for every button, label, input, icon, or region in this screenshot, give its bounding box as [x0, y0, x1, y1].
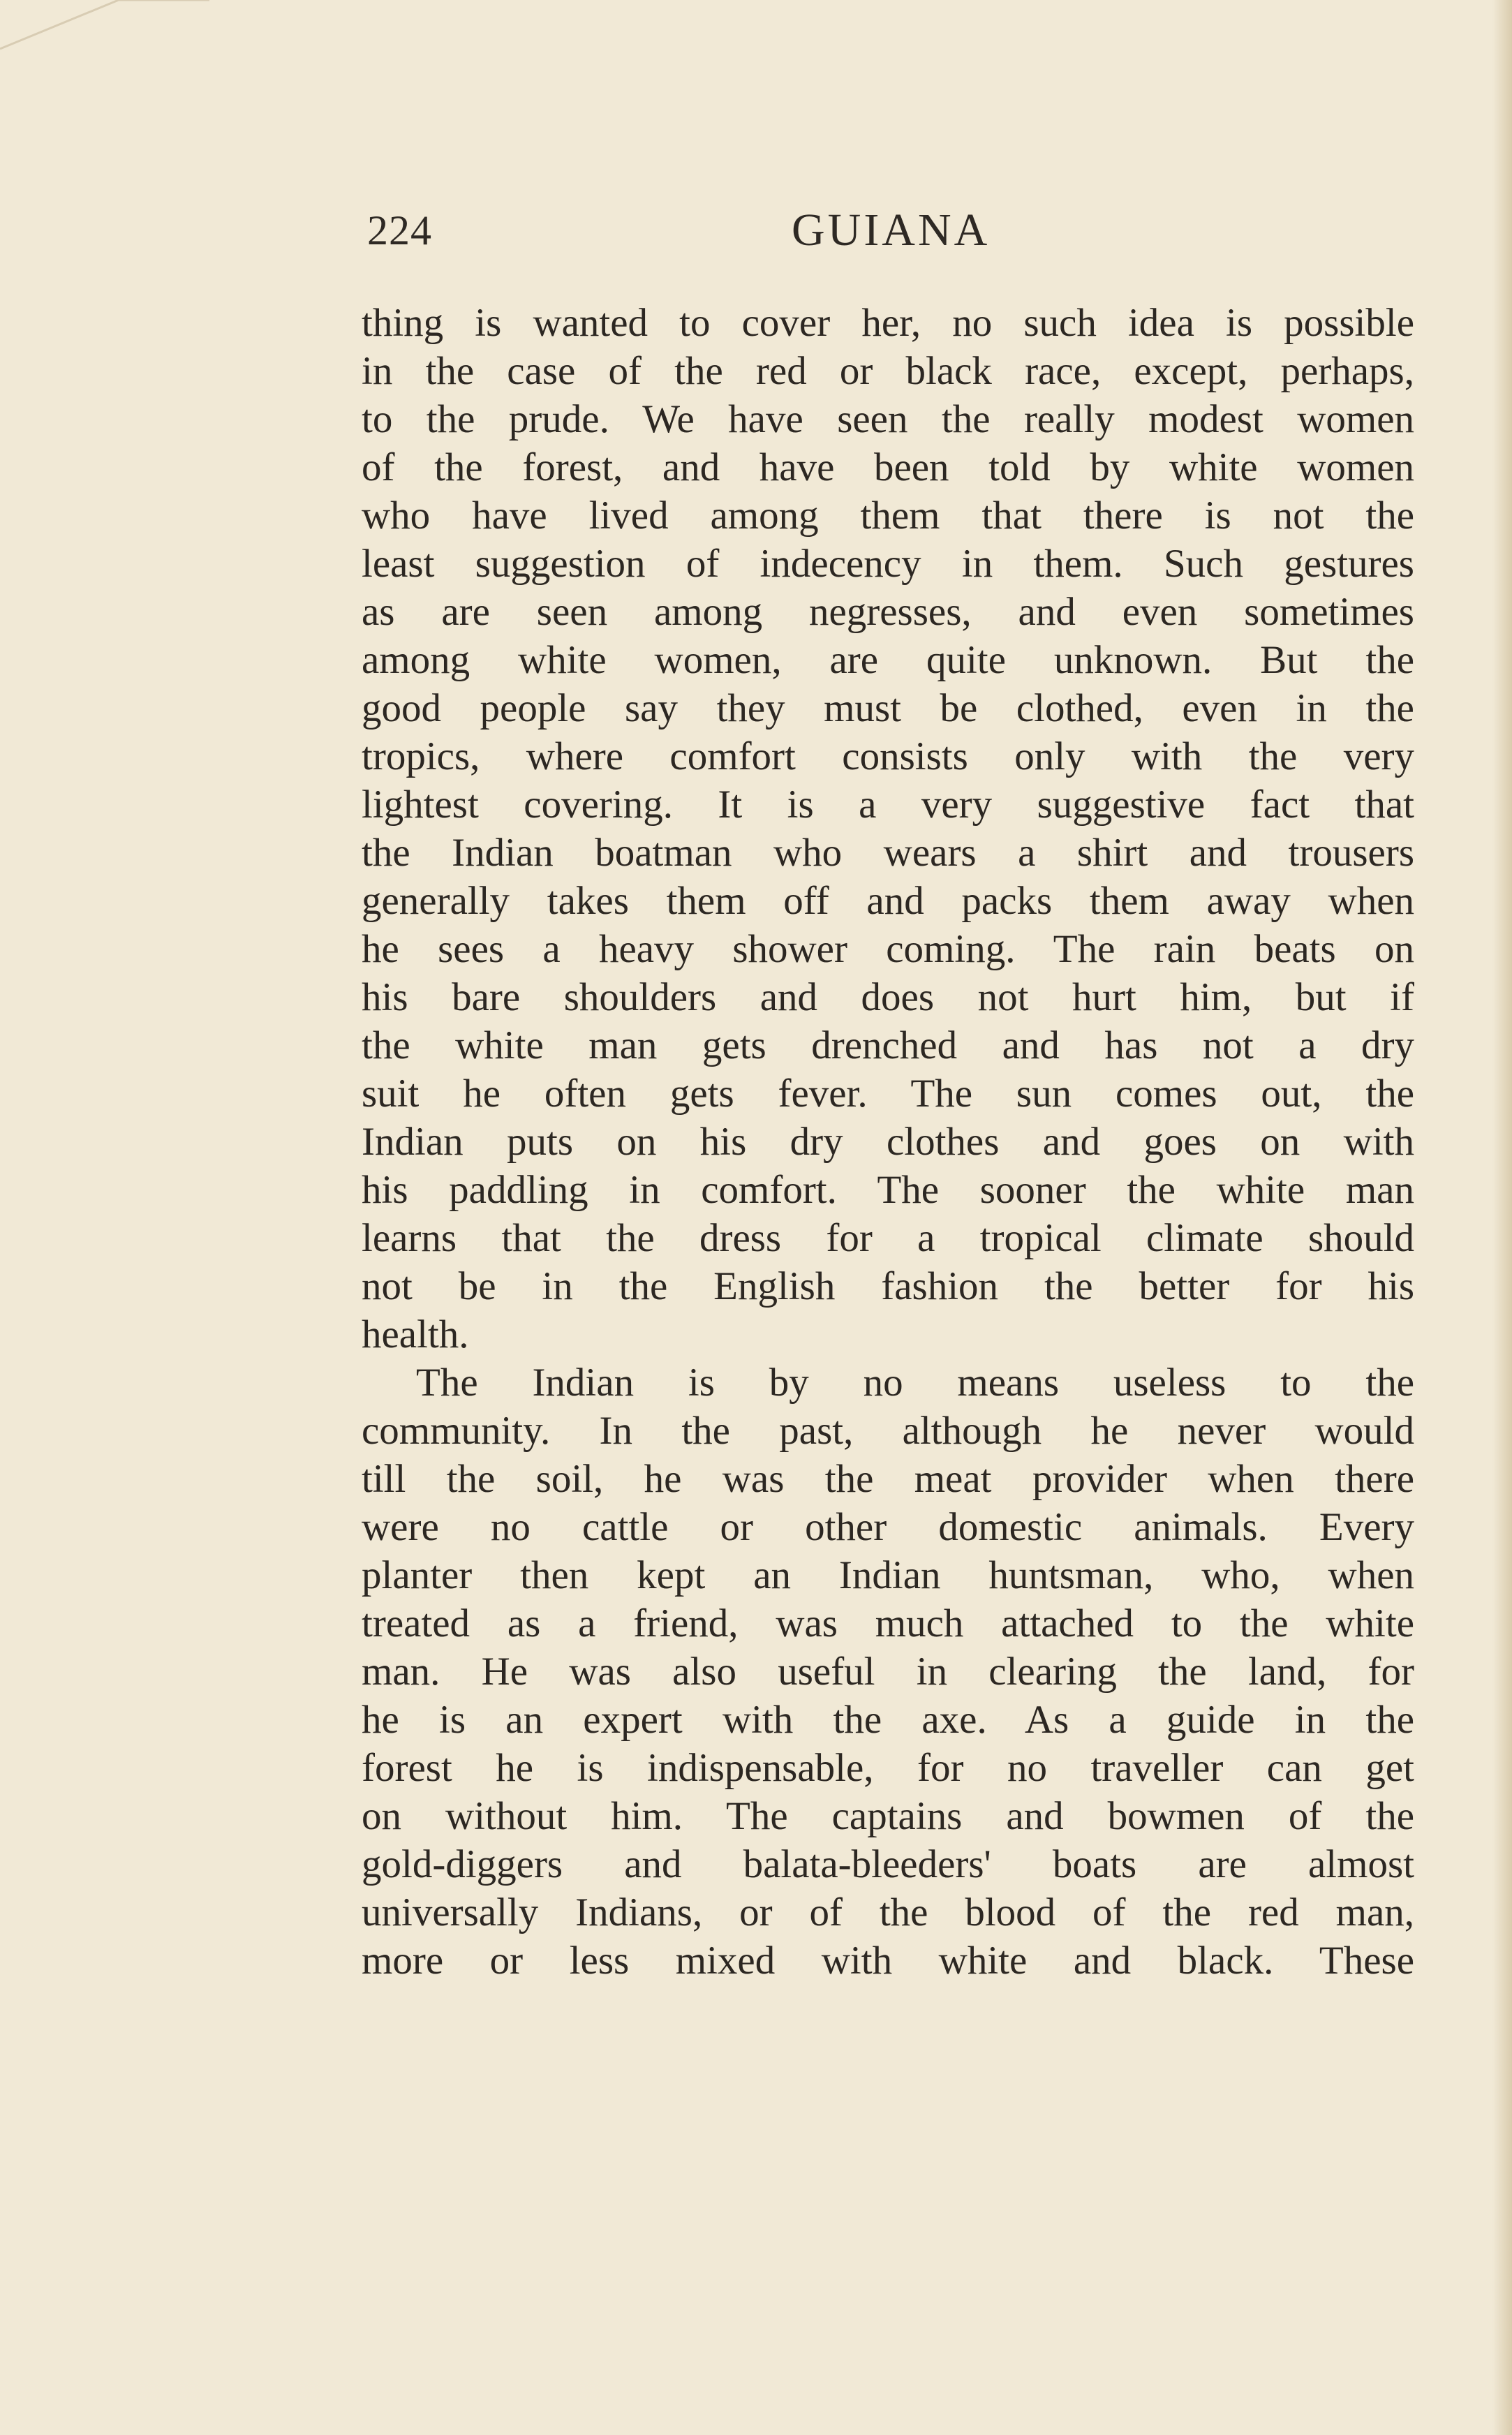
text-line: who have lived among them that there is not the [362, 494, 1414, 538]
text-line: not be in the English fashion the better for his [362, 1264, 1414, 1308]
text-line: tropics, where comfort consists only with the very [362, 734, 1414, 778]
text-line: treated as a friend, was much attached to the white [362, 1601, 1414, 1645]
text-line: were no cattle or other domestic animals. Every [362, 1505, 1414, 1549]
text-line: community. In the past, although he never would [362, 1409, 1414, 1453]
text-line: the Indian boatman who wears a shirt and trousers [362, 831, 1414, 875]
paragraph-end-line: health. [362, 1312, 469, 1356]
text-line: among white women, are quite unknown. But the [362, 638, 1414, 682]
text-line: gold-diggers and balata-bleeders' boats are almost [362, 1842, 1414, 1886]
text-line: more or less mixed with white and black. These [362, 1939, 1414, 1983]
text-line: Indian puts on his dry clothes and goes on with [362, 1120, 1414, 1164]
page-number: 224 [367, 207, 432, 253]
text-line: planter then kept an Indian huntsman, who, when [362, 1553, 1414, 1597]
paragraph-start-line: The Indian is by no means useless to the [416, 1361, 1414, 1405]
text-line: thing is wanted to cover her, no such idea is possible [362, 301, 1414, 345]
text-line: he sees a heavy shower coming. The rain beats on [362, 927, 1414, 971]
text-line: in the case of the red or black race, except, perhaps, [362, 349, 1414, 393]
body-text [362, 299, 1414, 1985]
text-line: generally takes them off and packs them away when [362, 879, 1414, 923]
text-line: till the soil, he was the meat provider when there [362, 1457, 1414, 1501]
text-line: to the prude. We have seen the really modest women [362, 397, 1414, 441]
text-line: universally Indians, or of the blood of the red man, [362, 1890, 1414, 1934]
text-line: the white man gets drenched and has not a dry [362, 1023, 1414, 1067]
text-line: forest he is indispensable, for no traveller can get [362, 1746, 1414, 1790]
text-line: of the forest, and have been told by white women [362, 445, 1414, 489]
text-line: good people say they must be clothed, even in the [362, 686, 1414, 730]
text-line: on without him. The captains and bowmen of the [362, 1794, 1414, 1838]
text-line: learns that the dress for a tropical climate should [362, 1216, 1414, 1260]
text-line: his paddling in comfort. The sooner the white man [362, 1168, 1414, 1212]
text-line: man. He was also useful in clearing the land, for [362, 1650, 1414, 1694]
text-line: his bare shoulders and does not hurt him, but if [362, 975, 1414, 1019]
book-title: GUIANA [792, 205, 991, 256]
text-line: least suggestion of indecency in them. Such gestures [362, 542, 1414, 586]
running-head [367, 202, 1023, 258]
text-line: suit he often gets fever. The sun comes out, the [362, 1072, 1414, 1116]
page-edge-shadow [1492, 0, 1512, 2435]
text-line: he is an expert with the axe. As a guide in the [362, 1698, 1414, 1742]
folded-corner-mark [0, 0, 209, 63]
text-line: as are seen among negresses, and even sometimes [362, 590, 1414, 634]
text-line: lightest covering. It is a very suggestive fact that [362, 783, 1414, 827]
